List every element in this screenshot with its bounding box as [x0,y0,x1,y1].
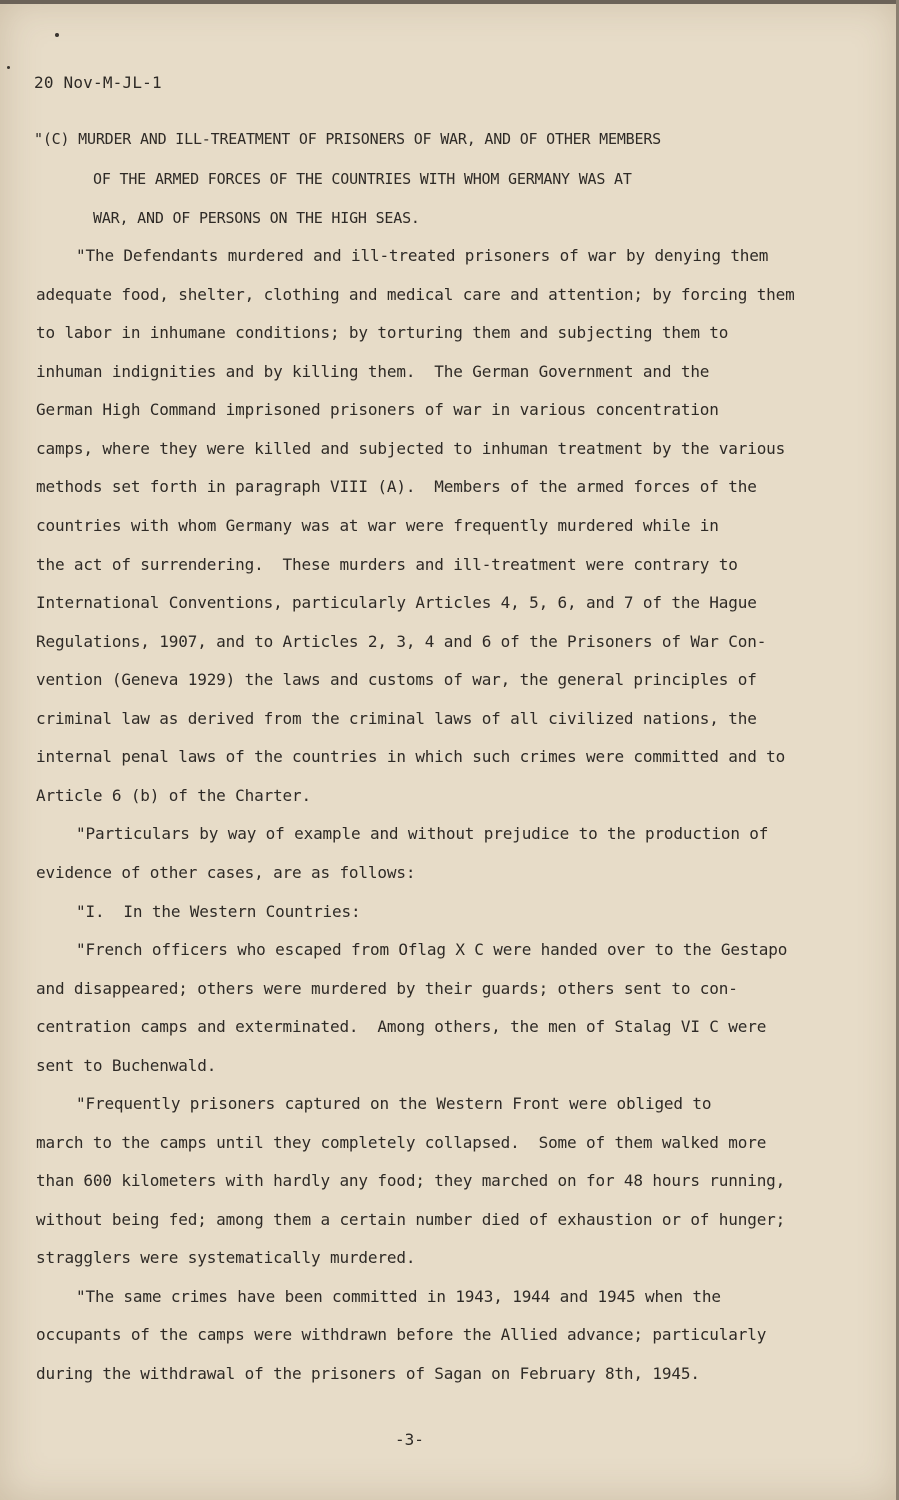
page-top-edge [0,0,899,4]
paragraph-line: march to the camps until they completely collapsed. Some of them walked more [36,1133,767,1152]
ink-speck [7,66,10,69]
section-heading-line: OF THE ARMED FORCES OF THE COUNTRIES WITH WHOM GERMANY WAS AT [93,170,632,188]
paragraph-line: centration camps and exterminated. Among others, the men of Stalag VI C were [36,1017,767,1036]
paragraph-line: occupants of the camps were withdrawn before the Allied advance; particularly [36,1325,767,1344]
paragraph-line: "Particulars by way of example and without prejudice to the production of [76,824,769,843]
paragraph-line: internal penal laws of the countries in which such crimes were committed and to [36,747,786,766]
document-reference: 20 Nov-M-JL-1 [34,73,162,92]
paragraph-line: "The same crimes have been committed in 1943, 1944 and 1945 when the [76,1287,721,1306]
paragraph-line: countries with whom Germany was at war were frequently murdered while in [36,516,719,535]
paragraph-line: German High Command imprisoned prisoners of war in various concentration [36,400,719,419]
paragraph-line: during the withdrawal of the prisoners of Sagan on February 8th, 1945. [36,1364,700,1383]
paragraph-line: inhuman indignities and by killing them. The German Government and the [36,362,710,381]
paragraph-line: the act of surrendering. These murders and ill-treatment were contrary to [36,555,738,574]
paragraph-line: International Conventions, particularly Articles 4, 5, 6, and 7 of the Hague [36,593,757,612]
paragraph-line: and disappeared; others were murdered by their guards; others sent to con- [36,979,738,998]
section-heading-line: WAR, AND OF PERSONS ON THE HIGH SEAS. [93,209,420,227]
ink-speck [55,33,59,37]
paragraph-line: camps, where they were killed and subjected to inhuman treatment by the various [36,439,786,458]
paragraph-line: criminal law as derived from the criminal laws of all civilized nations, the [36,709,757,728]
paragraph-line: "The Defendants murdered and ill-treated prisoners of war by denying them [76,246,769,265]
paragraph-line: to labor in inhumane conditions; by torturing them and subjecting them to [36,323,729,342]
paragraph-line: adequate food, shelter, clothing and medical care and attention; by forcing them [36,285,795,304]
paragraph-line: without being fed; among them a certain number died of exhaustion or of hunger; [36,1210,786,1229]
paragraph-line: than 600 kilometers with hardly any food; they marched on for 48 hours running, [36,1171,786,1190]
paragraph-line: sent to Buchenwald. [36,1056,217,1075]
paragraph-line: stragglers were systematically murdered. [36,1248,416,1267]
paragraph-line: "Frequently prisoners captured on the Western Front were obliged to [76,1094,712,1113]
paragraph-line: Article 6 (b) of the Charter. [36,786,312,805]
section-heading-line: "(C) MURDER AND ILL-TREATMENT OF PRISONERS OF WAR, AND OF OTHER MEMBERS [34,130,661,148]
paragraph-line: vention (Geneva 1929) the laws and customs of war, the general principles of [36,670,757,689]
paragraph-line: Regulations, 1907, and to Articles 2, 3, 4 and 6 of the Prisoners of War Con- [36,632,767,651]
paragraph-line: methods set forth in paragraph VIII (A). Members of the armed forces of the [36,477,757,496]
page-number: -3- [395,1430,424,1449]
paragraph-line: "French officers who escaped from Oflag X C were handed over to the Gestapo [76,940,788,959]
paragraph-line: evidence of other cases, are as follows: [36,863,416,882]
subsection-heading: "I. In the Western Countries: [76,902,361,921]
